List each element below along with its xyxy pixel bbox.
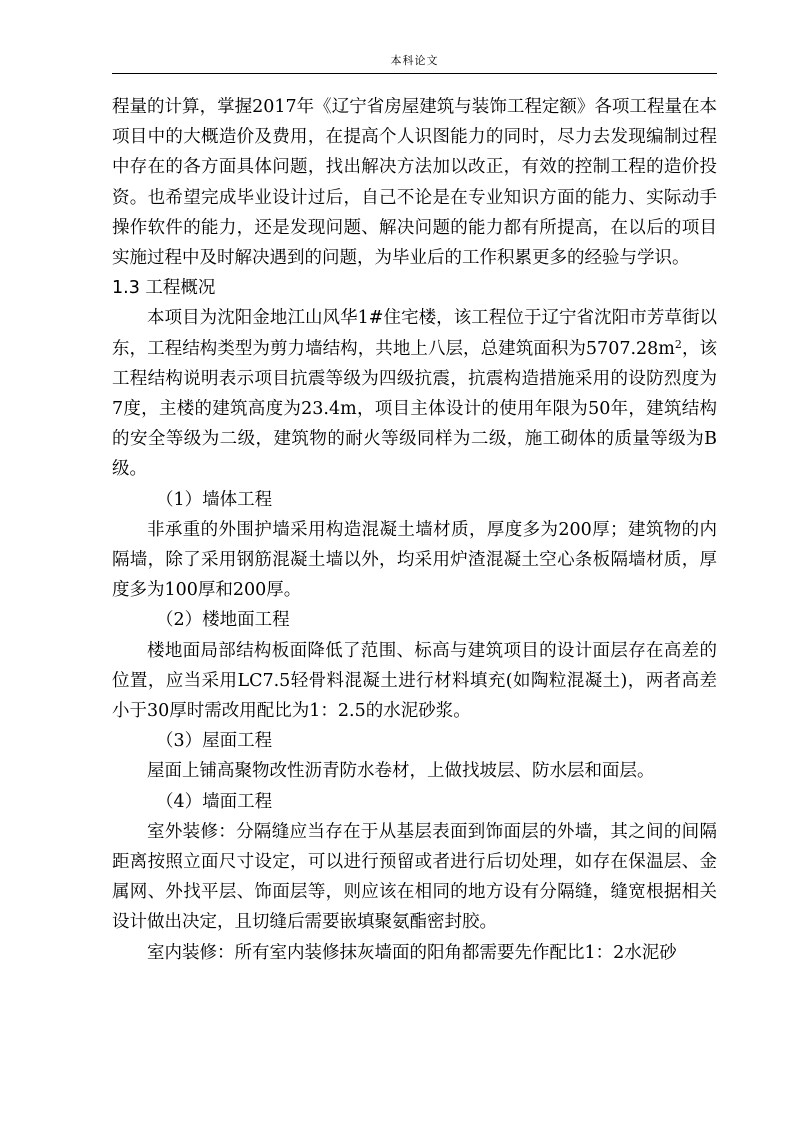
- paragraph-floor-works: 楼地面局部结构板面降低了范围、标高与建筑项目的设计面层存在高差的位置，应当采用LC7.5轻骨料混凝土进行材料填充(如陶粒混凝土)，两者高差小于30厚时需改用配比为1：2.5的水泥砂浆。: [112, 640, 717, 722]
- overview-text-part2: ，该工程结构说明表示项目抗震等级为四级抗震，抗震构造措施采用的设防烈度为7度，主楼的建筑高度为23.4m，项目主体设计的使用年限为50年，建筑结构的安全等级为二级，建筑物的耐火等级同样为二级，施工砌体的质量等级为B级。: [112, 338, 717, 480]
- subheading-wall-works: （1）墙体工程: [156, 489, 273, 510]
- header-divider: [112, 73, 717, 74]
- overview-text-part1: 本项目为沈阳金地江山风华1#住宅楼，该工程位于辽宁省沈阳市芳草街以东，工程结构类型为剪力墙结构，共地上八层，总建筑面积为5707.28m: [112, 308, 717, 359]
- document-body: [112, 92, 717, 968]
- paragraph-exterior-finish: 室外装修：分隔缝应当存在于从基层表面到饰面层的外墙，其之间的间隔距离按照立面尺寸设定，可以进行预留或者进行后切处理，如存在保温层、金属网、外找平层、饰面层等，则应该在相同的地方设有分隔缝，缝宽根据相关设计做出决定，且切缝后需要嵌填聚氨酯密封胶。: [112, 821, 717, 933]
- superscript-2: 2: [674, 337, 682, 351]
- paragraph-roof-works: 屋面上铺高聚物改性沥青防水卷材，上做找坡层、防水层和面层。: [147, 761, 655, 782]
- subheading-roof-works: （3）屋面工程: [156, 731, 273, 752]
- subheading-wall-surface-works: （4）墙面工程: [156, 791, 273, 812]
- section-heading: 1.3 工程概况: [112, 278, 216, 299]
- paragraph-intro-continued: 程量的计算，掌握2017年《辽宁省房屋建筑与装饰工程定额》各项工程量在本项目中的大概造价及费用，在提高个人识图能力的同时，尽力去发现编制过程中存在的各方面具体问题，找出解决方法加以改正，有效的控制工程的造价投资。也希望完成毕业设计过后，自己不论是在专业知识方面的能力、实际动手操作软件的能力，还是发现问题、解决问题的能力都有所提高，在以后的项目实施过程中及时解决遇到的问题，为毕业后的工作积累更多的经验与学识。: [112, 97, 717, 269]
- page-header: 本科论文: [390, 54, 439, 67]
- paragraph-project-overview: [112, 303, 717, 484]
- subheading-floor-works: （2）楼地面工程: [156, 610, 290, 631]
- paragraph-interior-finish: 室内装修：所有室内装修抹灰墙面的阳角都需要先作配比1：2水泥砂: [147, 942, 677, 963]
- paragraph-wall-works: 非承重的外围护墙采用构造混凝土墙材质，厚度多为200厚；建筑物的内隔墙，除了采用钢筋混凝土墙以外，均采用炉渣混凝土空心条板隔墙材质，厚度多为100厚和200厚。: [112, 519, 717, 601]
